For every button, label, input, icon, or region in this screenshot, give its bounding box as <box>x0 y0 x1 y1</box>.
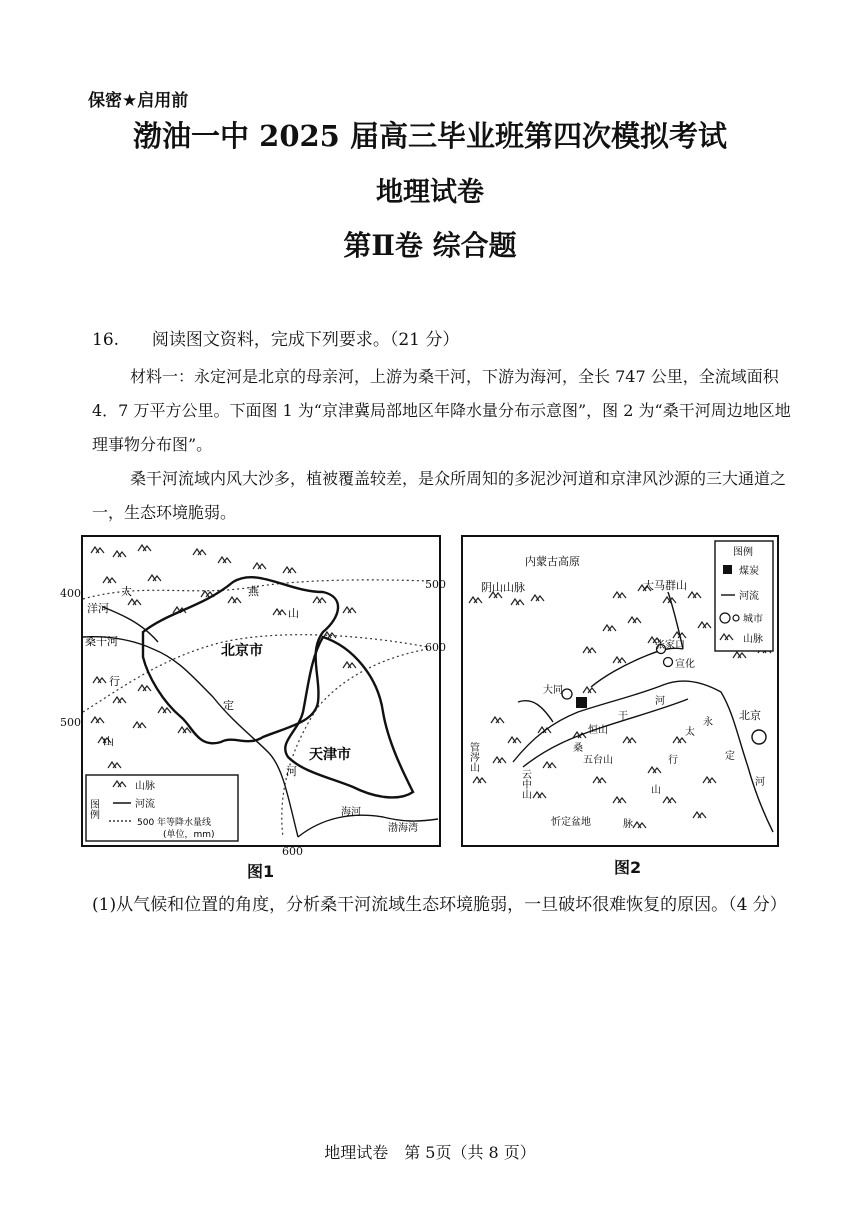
label-guancen: 管涔山 <box>467 742 479 772</box>
label-yinshan: 阴山山脉 <box>481 581 525 594</box>
figure1-svg <box>83 537 439 845</box>
label-haihe: 海河 <box>341 807 361 818</box>
label-tai: 太 <box>121 585 132 598</box>
section-title: 第Ⅱ卷 综合题 <box>343 229 517 262</box>
figure1-caption: 图1 <box>247 862 275 881</box>
label-zhangjiakou: 张家口 <box>655 640 685 651</box>
label-yong: 永 <box>703 717 713 728</box>
label-sang: 桑 <box>573 743 583 754</box>
city-xuanhua-marker <box>664 658 673 667</box>
exam-title: 渤油一中 2025 届高三毕业班第四次模拟考试 <box>133 119 727 153</box>
label-gan: 干 <box>618 711 628 722</box>
iso-600-label-south: 600 <box>282 845 303 858</box>
label-yang: 洋河 <box>87 602 109 615</box>
iso-600-label-east: 600 <box>425 641 446 654</box>
label-plateau: 内蒙古高原 <box>525 555 580 568</box>
label-xinding: 忻定盆地 <box>551 817 591 828</box>
iso-500-label-east: 500 <box>425 578 446 591</box>
label-hengshan: 恒山 <box>588 725 608 736</box>
subject-title: 地理试卷 <box>376 177 484 208</box>
question-prompt: 阅读图文资料，完成下列要求。（21 分） <box>151 330 460 350</box>
sub-question-1: (1)从气候和位置的角度，分析桑干河流域生态环境脆弱，一旦破坏很难恢复的原因。（4 分） <box>92 895 787 915</box>
question-header <box>92 325 459 350</box>
label-hang: 行 <box>668 755 678 766</box>
city-beijing-marker <box>752 730 766 744</box>
legend2-coal: 煤炭 <box>739 566 759 577</box>
question-number: 16. <box>92 330 120 350</box>
label-xuanhua: 宣化 <box>675 659 695 670</box>
label-mai: 脉 <box>623 819 633 830</box>
label-shan: 山 <box>288 607 299 620</box>
iso-400-label: 400 <box>60 587 81 600</box>
label-shan: 山 <box>651 785 661 796</box>
legend2-title: 图例 <box>733 547 753 558</box>
legend-title: 图例 <box>87 799 99 819</box>
legend2-mountain: 山脉 <box>743 634 763 645</box>
label-tianjin: 天津市 <box>309 747 351 763</box>
label-he1: 河 <box>655 696 665 707</box>
page-footer: 地理试卷 第 5页（共 8 页） <box>324 1143 536 1162</box>
legend-isohyet: 500 年等降水量线 <box>137 818 212 828</box>
confidential-mark: 保密★启用前 <box>88 91 189 111</box>
label-wutai: 五台山 <box>583 755 613 766</box>
label-beijing: 北京 <box>739 709 761 722</box>
label-shan2: 山 <box>103 735 114 748</box>
label-yan: 燕 <box>248 585 259 598</box>
label-he: 河 <box>286 765 297 778</box>
material-one: 材料一：永定河是北京的母亲河，上游为桑干河，下游为海河，全长 747 公里，全流域面积 4．7 万平方公里。下面图 1 为“京津冀局部地区年降水量分布示意图”，图 2 为“桑干河周边地区地理事物分布图”。 <box>92 367 791 454</box>
legend2-river: 河流 <box>739 591 759 602</box>
label-datong: 大同 <box>543 685 563 696</box>
label-beijing: 北京市 <box>221 643 263 659</box>
figure1-legend <box>86 775 238 841</box>
coal-marker <box>576 697 587 708</box>
label-tai: 太 <box>685 727 695 738</box>
label-yunzhong: 云中山 <box>519 769 531 799</box>
label-ding: 定 <box>223 699 234 712</box>
label-sanggan: 桑干河 <box>85 635 118 648</box>
legend-unit: (单位，mm) <box>163 830 215 840</box>
label-hang: 行 <box>109 675 120 688</box>
figure2-svg <box>463 537 777 845</box>
label-bohai: 渤海湾 <box>388 823 418 834</box>
legend-river: 河流 <box>135 799 155 810</box>
figure1-map <box>81 535 441 847</box>
label-ding: 定 <box>725 751 735 762</box>
label-he2: 河 <box>755 777 765 788</box>
label-damaqun: 大马群山 <box>643 579 687 592</box>
legend2-city: 城市 <box>743 614 763 625</box>
figure2-caption: 图2 <box>614 858 642 877</box>
legend-mountain: 山脉 <box>135 781 155 792</box>
tianjin-boundary <box>285 637 413 797</box>
material-two: 桑干河流域内风大沙多，植被覆盖较差，是众所周知的多泥沙河道和京津风沙源的三大通道之一，生态环境脆弱。 <box>92 469 787 522</box>
figure2-map <box>461 535 779 847</box>
iso-500-label-west: 500 <box>60 716 81 729</box>
city-datong-marker <box>562 689 572 699</box>
